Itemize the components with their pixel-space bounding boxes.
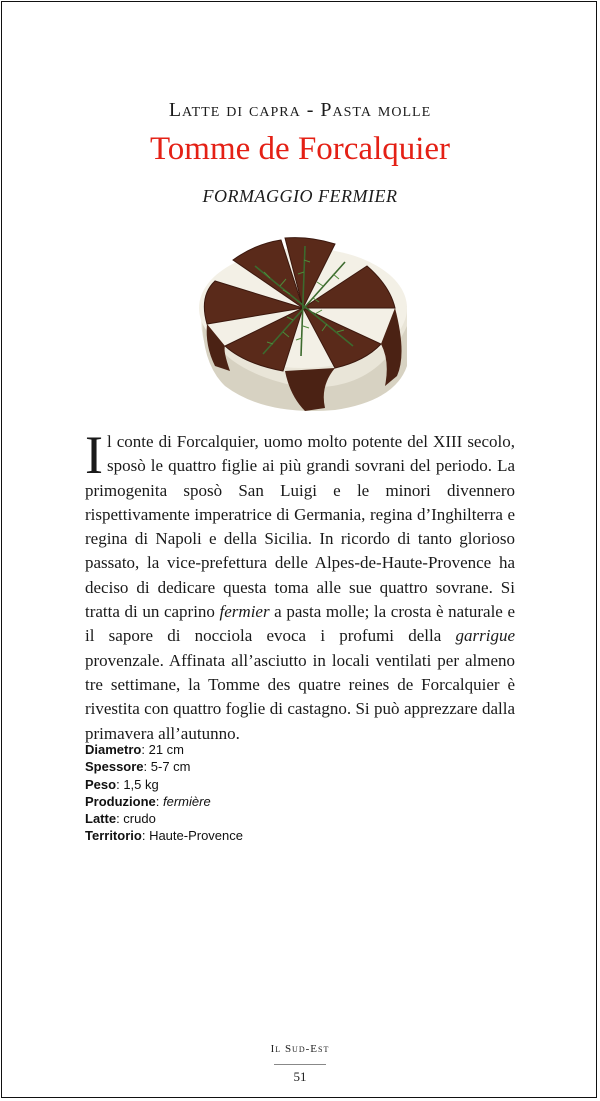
spec-row: Latte: crudo <box>85 811 156 827</box>
body-text-part-2: a pasta molle; la crosta è naturale e il sapore di nocciola evoca i profumi della <box>85 602 515 646</box>
spec-value: fermière <box>163 793 211 809</box>
spec-row: Produzione: fermière <box>85 793 211 809</box>
spec-value: crudo <box>123 811 156 827</box>
spec-value: 21 cm <box>148 742 184 757</box>
spec-label: Territorio <box>85 828 142 844</box>
spec-value: 5-7 cm <box>150 759 191 775</box>
specs-list <box>85 741 243 845</box>
cheese-illustration <box>185 226 417 422</box>
drop-cap: I <box>85 425 103 485</box>
spec-value: Haute-Provence <box>149 828 244 844</box>
subtitle: FORMAGGIO FERMIER <box>202 186 398 206</box>
page-number: 51 <box>293 1069 307 1084</box>
body-text-part-3: provenzale. Affinata all’asciutto in locali ventilati per almeno tre settimane, la Tomme des quatre reines de Forcalquier è rivestita con quattro foglie di castagno. Si può apprezzare dalla primavera all’autunno. <box>85 650 515 743</box>
body-text-part-1: l conte di Forcalquier, uomo molto potente del XIII secolo, sposò le quattro figlie ai più grandi sovrani del periodo. La primogenita sposò San Luigi e le minori divennero rispettivamente imperatrice di Germania, regina d’Inghilterra e regina di Napoli e della Sicilia. In ricordo di tanto glorioso passato, la vice-prefettura delle Alpes-de-Haute-Provence ha deciso di dedicare questa toma alle sue quattro sovrane. Si tratta di un caprino <box>85 432 515 622</box>
spec-label: Peso <box>85 776 117 792</box>
spec-label: Latte <box>85 811 117 827</box>
spec-row: Diametro: 21 cm <box>85 742 184 757</box>
page-title: Tomme de Forcalquier <box>149 131 451 167</box>
spec-value: 1,5 kg <box>123 776 159 792</box>
spec-row: Territorio: Haute-Provence <box>85 828 244 844</box>
running-head: Il Sud-Est <box>270 1043 330 1055</box>
spec-label: Spessore <box>85 759 144 775</box>
body-emphasis-garrigue: garrigue <box>455 626 515 646</box>
spec-row: Spessore: 5-7 cm <box>85 759 191 775</box>
spec-label: Diametro <box>85 742 142 757</box>
spec-label: Produzione <box>85 793 156 809</box>
footer-rule <box>274 1064 326 1065</box>
body-emphasis-fermier: fermier <box>219 602 270 622</box>
category-kicker: Latte di capra - Pasta molle <box>168 99 432 121</box>
spec-row: Peso: 1,5 kg <box>85 776 159 792</box>
article-body <box>85 425 515 746</box>
